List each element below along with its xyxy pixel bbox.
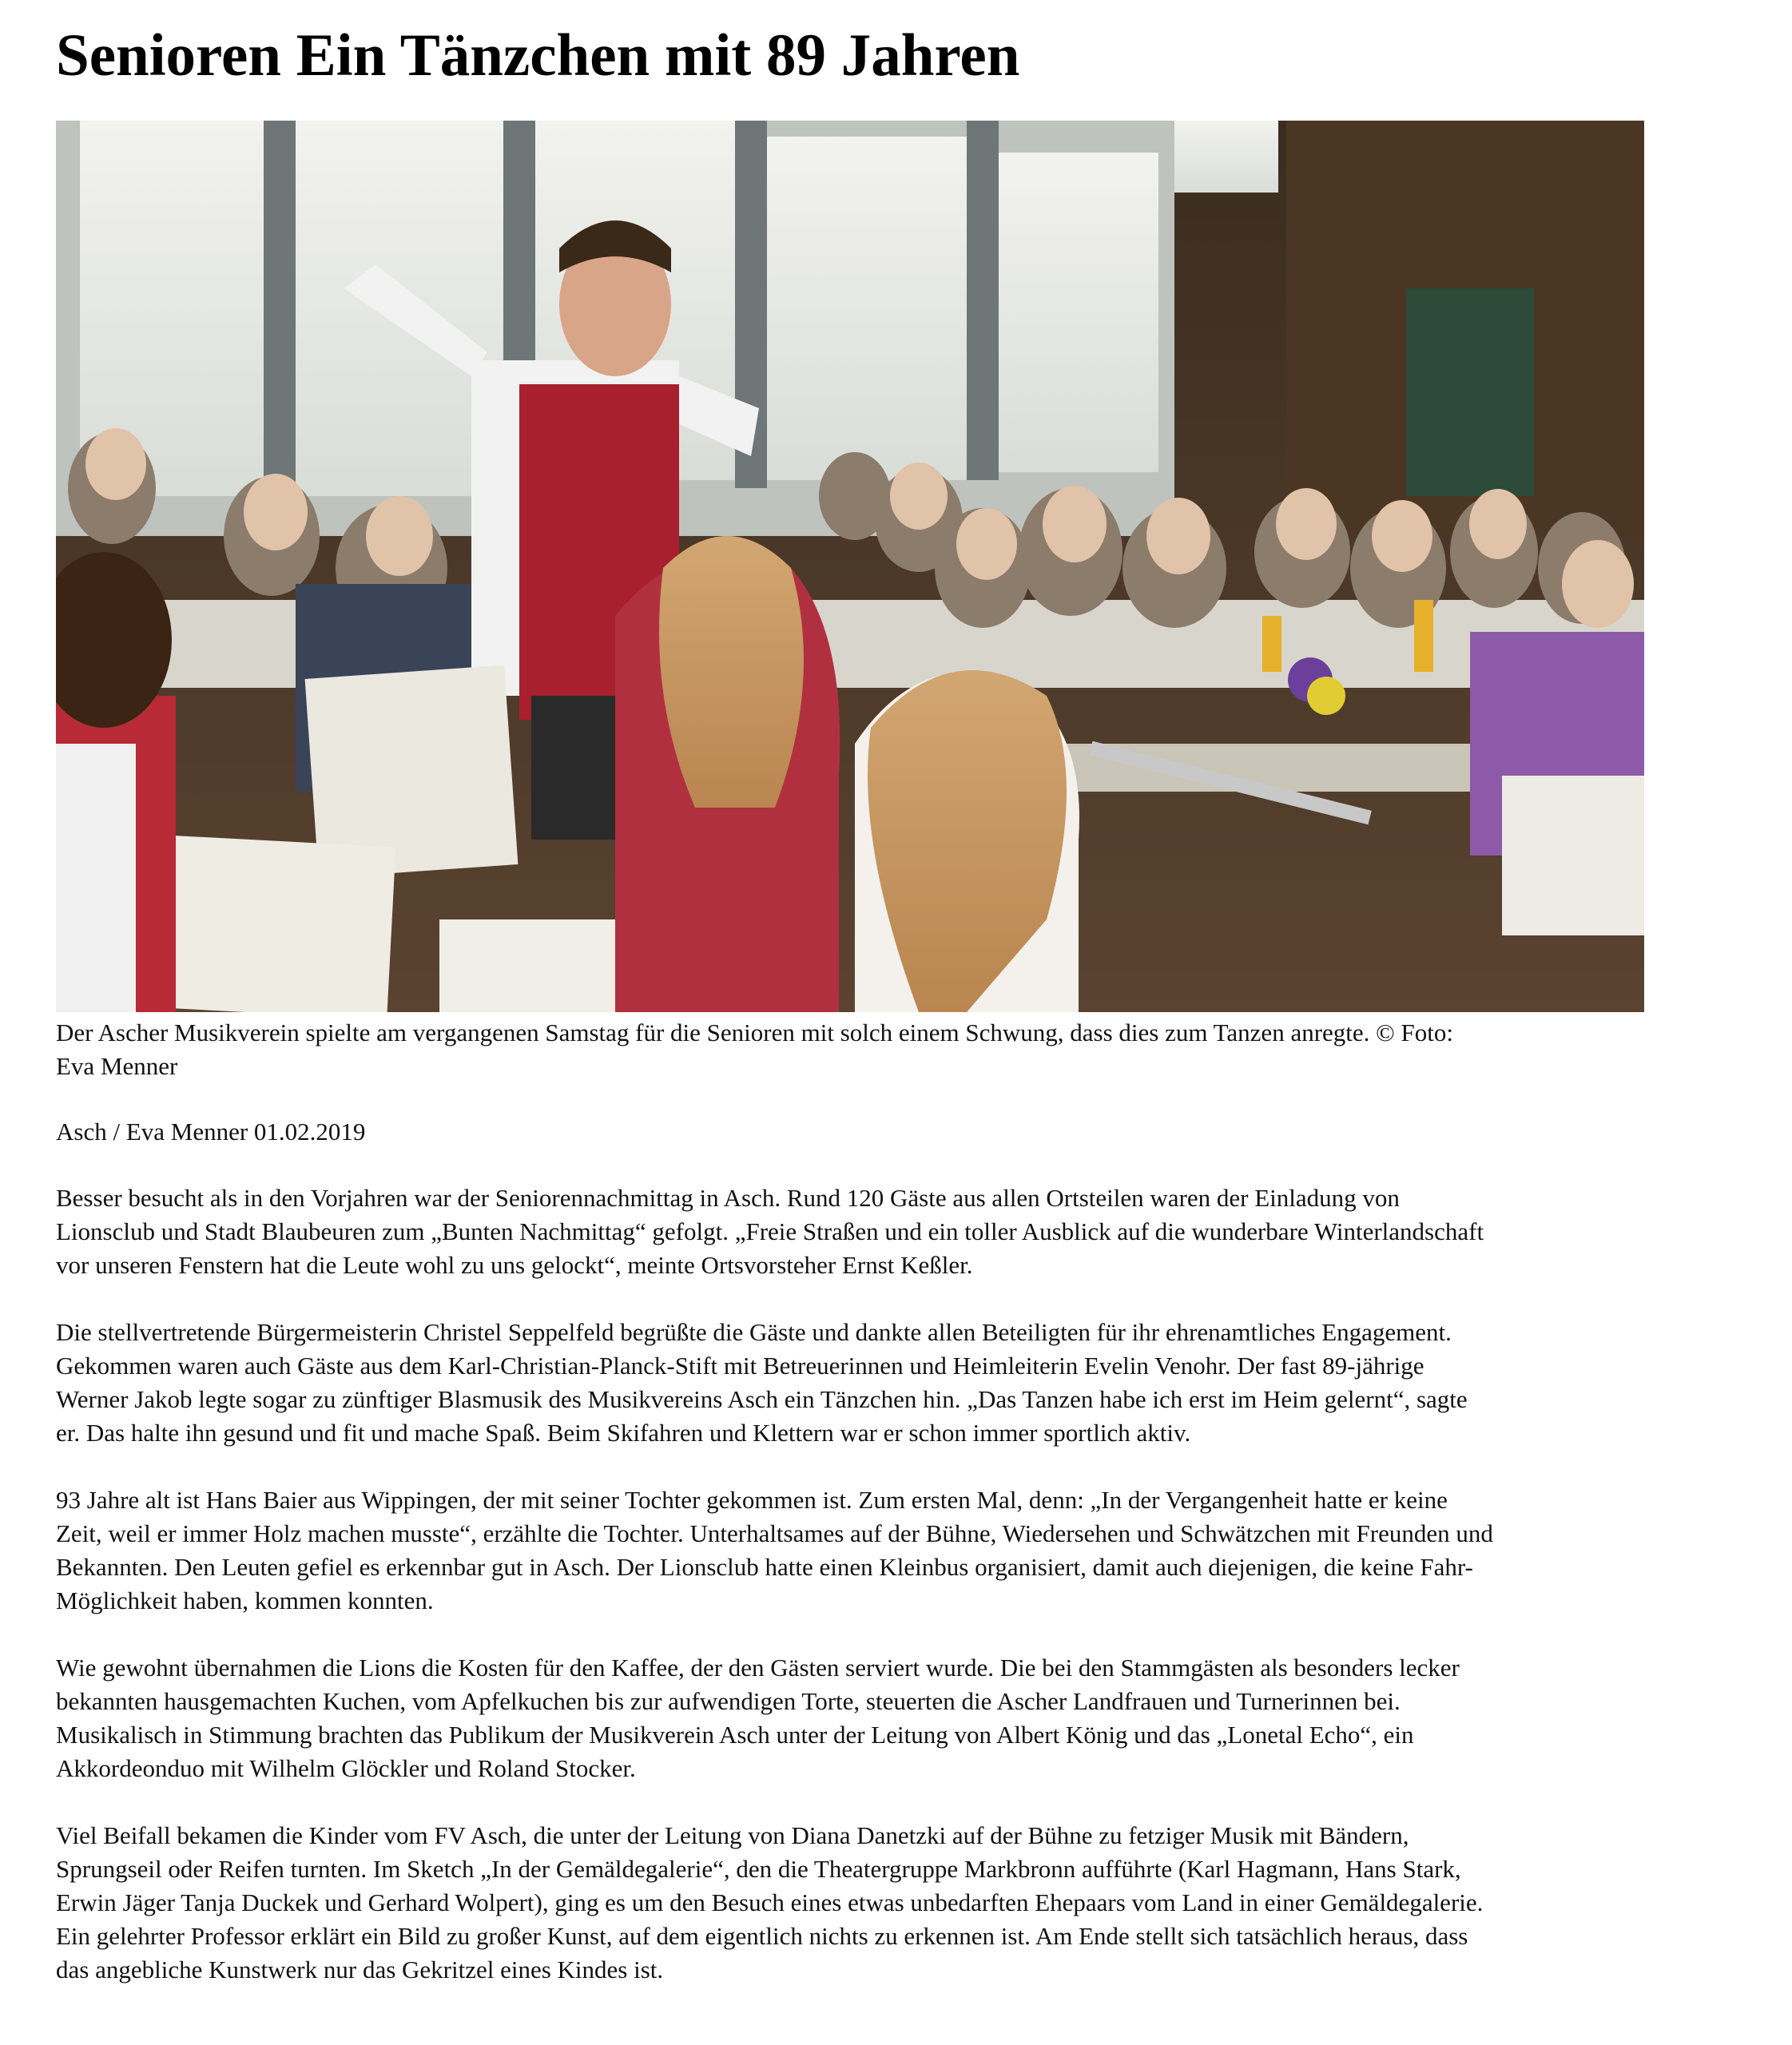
article-paragraph — [56, 1316, 1758, 1450]
text-line: Möglichkeit haben, kommen konnten. — [56, 1586, 434, 1614]
article-paragraph — [56, 1651, 1758, 1785]
text-line: Lionsclub und Stadt Blaubeuren zum „Bunten Nachmittag“ gefolgt. „Freie Straßen und ein toller Ausblick auf die wunderbare Winterlandschaft — [56, 1217, 1484, 1245]
text-line: Werner Jakob legte sogar zu zünftiger Blasmusik des Musikvereins Asch ein Tänzchen hin. „Das Tanzen habe ich erst im Heim gelernt“, sagte — [56, 1385, 1468, 1413]
text-line: vor unseren Fenstern hat die Leute wohl zu uns gelockt“, meinte Ortsvorsteher Ernst Keßler. — [56, 1251, 973, 1279]
concert-photo — [56, 121, 1644, 1012]
article-photo — [56, 121, 1644, 1012]
text-line: 93 Jahre alt ist Hans Baier aus Wippingen, der mit seiner Tochter gekommen ist. Zum ersten Mal, denn: „In der Vergangenheit hatte er keine — [56, 1486, 1448, 1514]
caption-line: Eva Menner — [56, 1052, 178, 1080]
text-line: Akkordeonduo mit Wilhelm Glöckler und Roland Stocker. — [56, 1754, 636, 1782]
article-paragraph — [56, 1819, 1758, 1987]
text-line: Bekannten. Den Leuten gefiel es erkennbar gut in Asch. Der Lionsclub hatte einen Kleinbus organisiert, damit auch diejenigen, die keine Fahr- — [56, 1553, 1473, 1581]
text-line: Besser besucht als in den Vorjahren war der Seniorennachmittag in Asch. Rund 120 Gäste aus allen Ortsteilen waren der Einladung von — [56, 1184, 1400, 1212]
text-line: das angebliche Kunstwerk nur das Gekritzel eines Kindes ist. — [56, 1956, 664, 1983]
text-line: Die stellvertretende Bürgermeisterin Christel Seppelfeld begrüßte die Gäste und dankte allen Beteiligten für ihr ehrenamtliches Engagement. — [56, 1318, 1452, 1346]
article-body — [56, 1181, 1758, 2020]
text-line: bekannten hausgemachten Kuchen, vom Apfelkuchen bis zur aufwendigen Torte, steuerten die Ascher Landfrauen und Turnerinnen bei. — [56, 1687, 1401, 1715]
text-line: er. Das halte ihn gesund und fit und mache Spaß. Beim Skifahren und Klettern war er schon immer sportlich aktiv. — [56, 1419, 1191, 1447]
article-headline: Senioren Ein Tänzchen mit 89 Jahren — [56, 22, 1020, 89]
text-line: Erwin Jäger Tanja Duckek und Gerhard Wolpert), ging es um den Besuch eines etwas unbedarften Ehepaars vom Land in einer Gemäldegalerie. — [56, 1888, 1484, 1916]
text-line: Gekommen waren auch Gäste aus dem Karl-Christian-Planck-Stift mit Betreuerinnen und Heimleiterin Evelin Venohr. Der fast 89-jährige — [56, 1352, 1424, 1380]
photo-caption — [56, 1016, 1758, 1083]
text-line: Ein gelehrter Professor erklärt ein Bild zu großer Kunst, auf dem eigentlich nichts zu erkennen ist. Am Ende stellt sich tatsächlich heraus, dass — [56, 1922, 1468, 1950]
article-paragraph — [56, 1483, 1758, 1618]
article-paragraph — [56, 1181, 1758, 1282]
caption-line: Der Ascher Musikverein spielte am vergangenen Samstag für die Senioren mit solch einem Schwung, dass dies zum Tanzen anregte. © Foto: — [56, 1019, 1453, 1046]
text-line: Musikalisch in Stimmung brachten das Publikum der Musikverein Asch unter der Leitung von Albert König und das „Lonetal Echo“, ein — [56, 1721, 1414, 1749]
text-line: Wie gewohnt übernahmen die Lions die Kosten für den Kaffee, der den Gästen serviert wurde. Die bei den Stammgästen als besonders lecker — [56, 1654, 1460, 1682]
text-line: Sprungseil oder Reifen turnten. Im Sketch „In der Gemäldegalerie“, den die Theatergruppe Markbronn aufführte (Karl Hagmann, Hans Stark, — [56, 1855, 1461, 1883]
text-line: Zeit, weil er immer Holz machen musste“, erzählte die Tochter. Unterhaltsames auf der Bühne, Wiedersehen und Schwätzchen mit Freunden und — [56, 1519, 1493, 1547]
text-line: Viel Beifall bekamen die Kinder vom FV Asch, die unter der Leitung von Diana Danetzki auf der Bühne zu fetziger Musik mit Bändern, — [56, 1821, 1409, 1849]
article-byline: Asch / Eva Menner 01.02.2019 — [56, 1118, 366, 1146]
